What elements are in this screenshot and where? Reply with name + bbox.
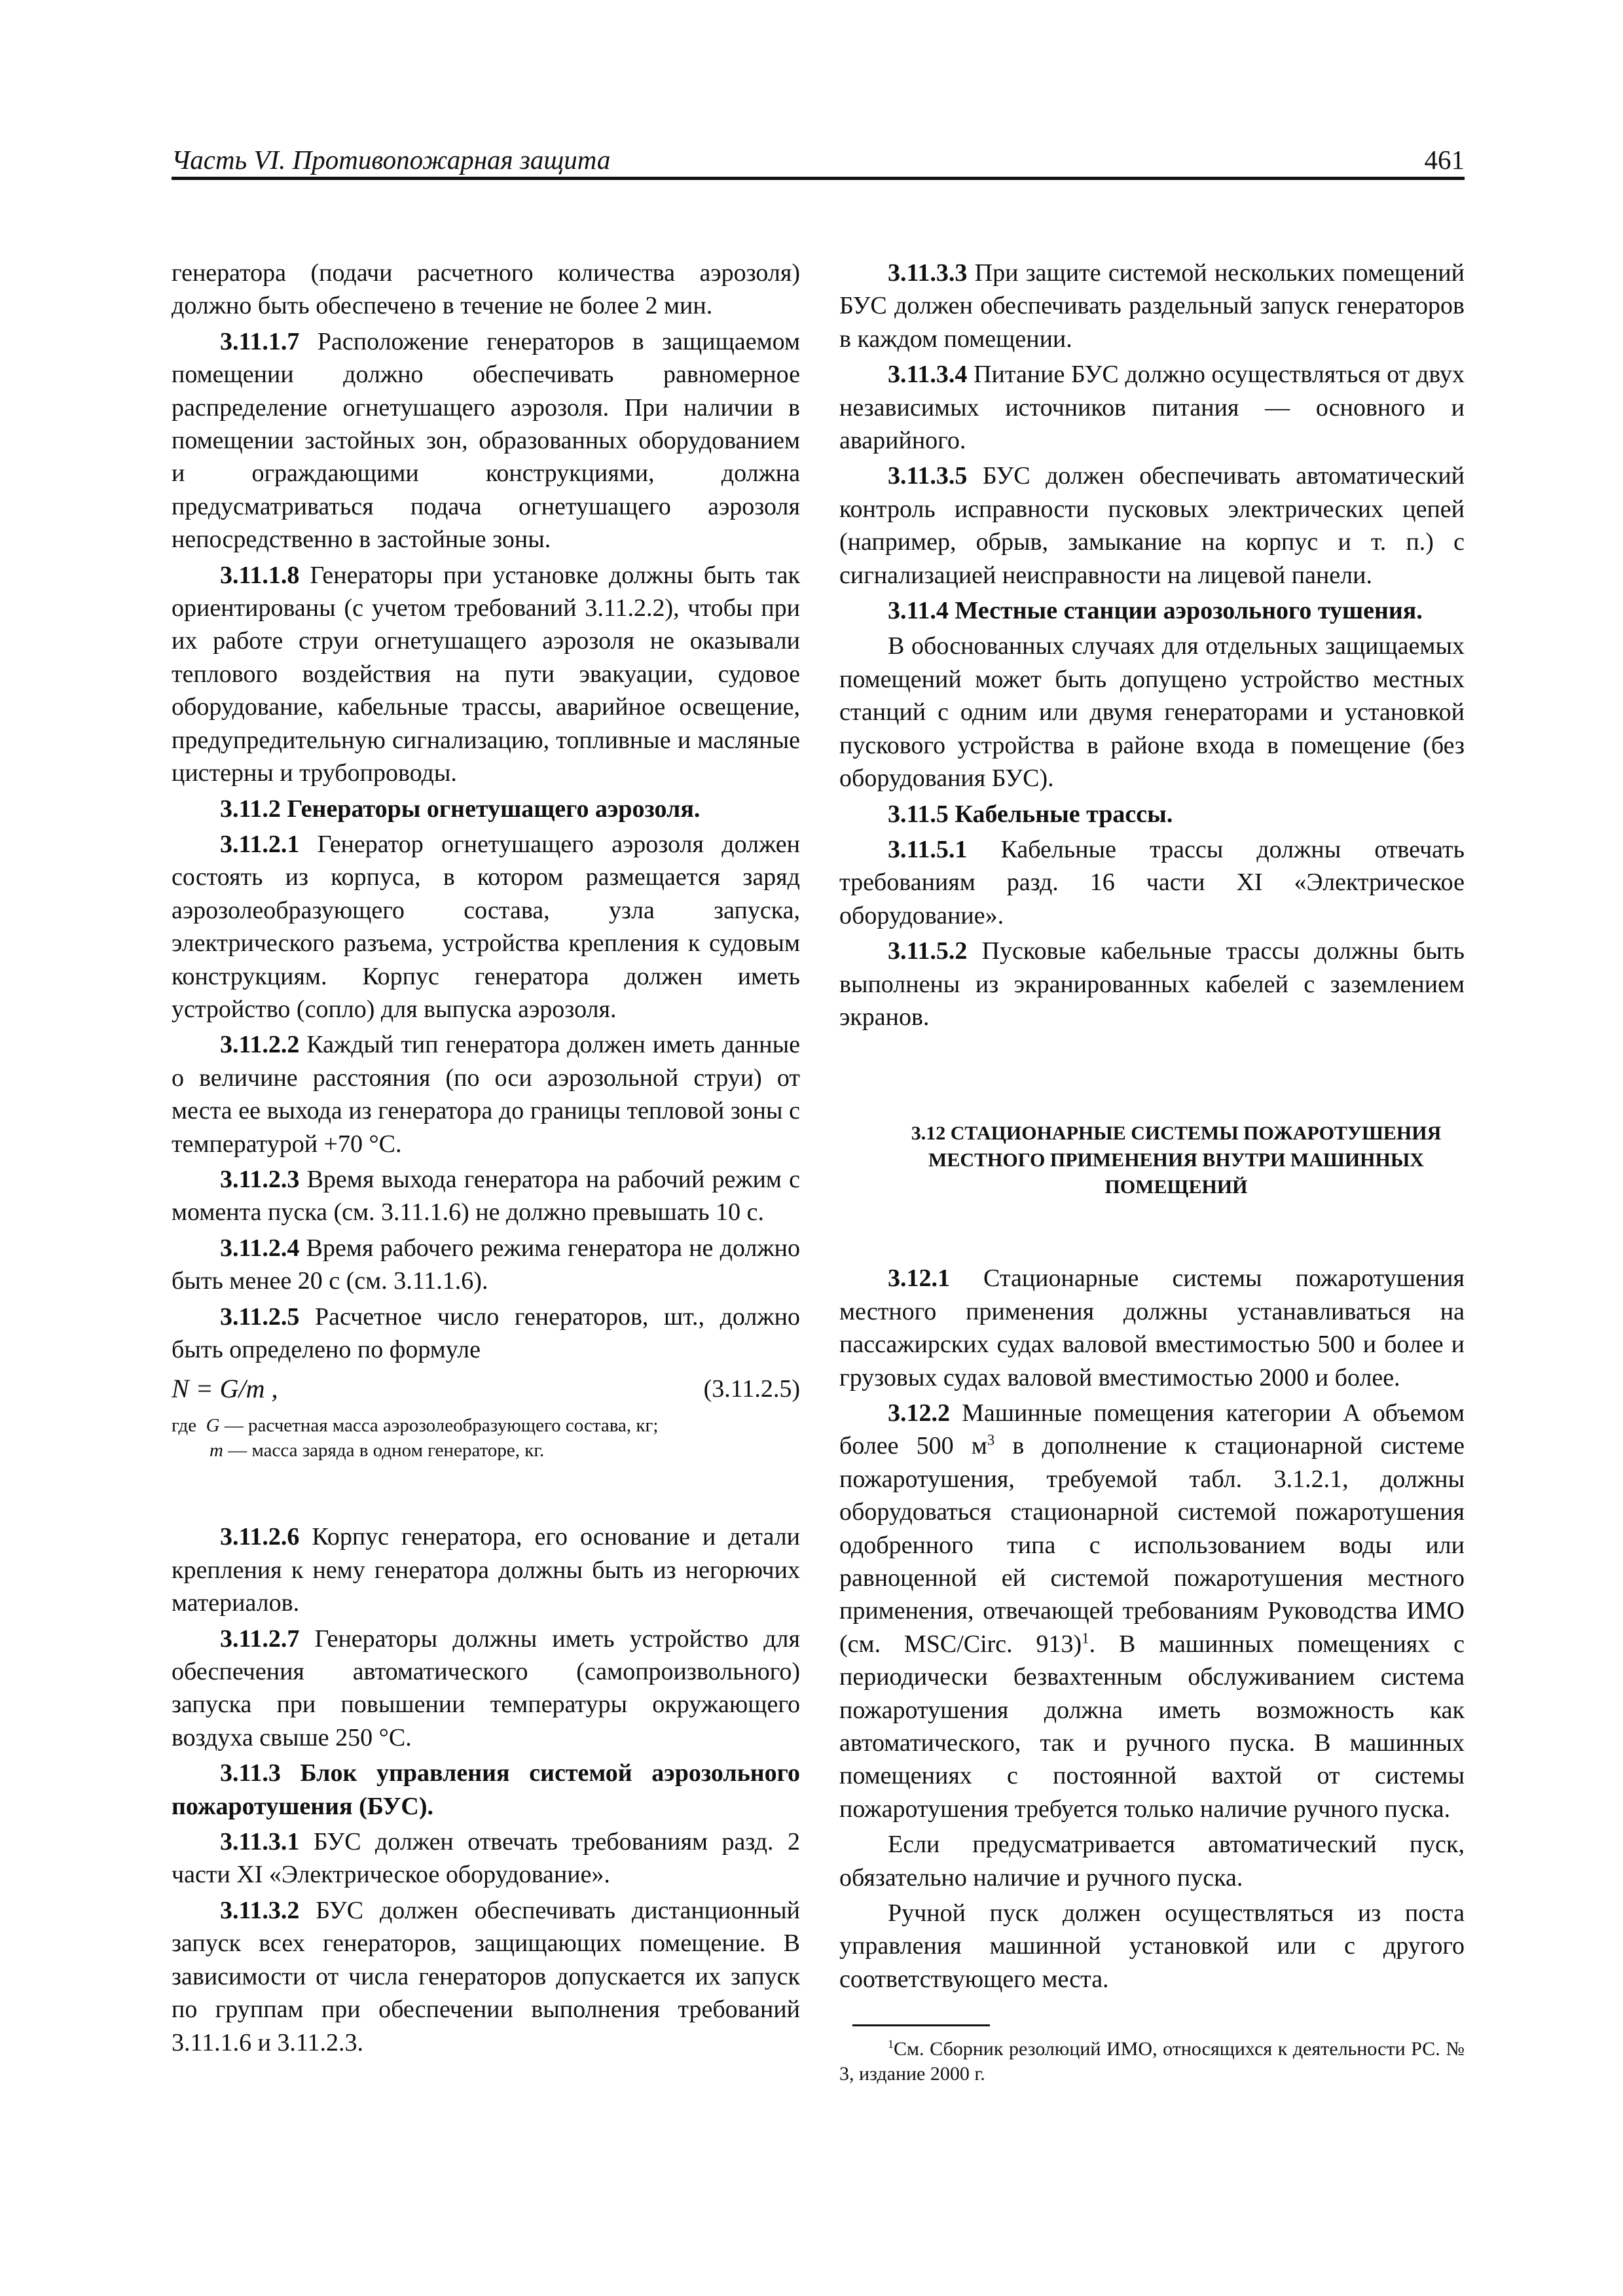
clause-text: . В машинных помещениях с периодически безвахтенным обслуживанием система пожаротушения должна иметь возможность как автоматического, так и ручного пуска. В машинных помещениях с постоянной вахтой от системы пожаротушения требуется только наличие ручного пуска. [839, 1630, 1465, 1823]
clause-number: 3.11.2.6 [220, 1523, 300, 1551]
paragraph-3-11-1-8 [172, 559, 800, 790]
paragraph-3-11-2-5 [172, 1300, 800, 1367]
clause-text: Стационарные системы пожаротушения местного применения должны устанавливаться на пассажирских судах валовой вместимостью 500 и более и грузовых судах валовой вместимостью 2000 и более. [839, 1265, 1465, 1391]
clause-number: 3.11.3.2 [220, 1896, 300, 1924]
spacer [839, 1036, 1465, 1121]
clause-number: 3.11.5.2 [888, 937, 968, 965]
paragraph-3-11-3-2 [172, 1894, 800, 2059]
paragraph-3-11-3-1 [172, 1825, 800, 1892]
running-header [172, 143, 1465, 180]
subsection-heading-3-11-2: 3.11.2 Генераторы огнетушащего аэрозоля. [220, 795, 701, 823]
footnote-mark: 1 [888, 2037, 894, 2051]
clause-number: 3.11.2.3 [220, 1165, 300, 1193]
clause-text: Машинные помещения категории А объемом более 500 м [839, 1399, 1465, 1460]
paragraph-3-11-2-1 [172, 828, 800, 1026]
paragraph-3-11-2-4 [172, 1232, 800, 1298]
subsection-heading-3-11-4: 3.11.4 Местные станции аэрозольного тушения. [888, 597, 1423, 625]
clause-number: 3.12.2 [888, 1399, 950, 1427]
clause-text: в дополнение к стационарной системе пожаротушения, требуемой табл. 3.1.2.1, должны оборудоваться стационарной системой пожаротушения одобренного типа с использованием воды или равноценной ей системой пожаротушения местного применения, отвечающей требованиям Руководства ИМО (см. MSC/Circ. 913) [839, 1432, 1465, 1658]
legend-symbol: m [210, 1440, 223, 1462]
legend-text: — масса заряда в одном генераторе, кг. [223, 1440, 545, 1462]
clause-number: 3.11.2.7 [220, 1624, 300, 1653]
clause-text: Генераторы должны иметь устройство для обеспечения автоматического (самопроизвольного) запуска при повышении температуры окружающего воздуха свыше 250 °C. [172, 1624, 800, 1751]
paragraph: генератора (подачи расчетного количества аэрозоля) должно быть обеспечено в течение не более 2 мин. [172, 259, 800, 320]
paragraph-3-11-3-5 [839, 459, 1465, 592]
paragraph-3-12-2 [839, 1397, 1465, 1825]
legend-where: где [172, 1415, 197, 1437]
paragraph: Если предусматривается автоматический пуск, обязательно наличие и ручного пуска. [839, 1831, 1465, 1892]
clause-text: Питание БУС должно осуществляться от двух независимых источников питания — основного и аварийного. [839, 361, 1465, 455]
clause-number: 3.11.5.1 [888, 835, 968, 863]
clause-text: Расположение генераторов в защищаемом помещении должно обеспечивать равномерное распределение огнетушащего аэрозоля. При наличии в помещении застойных зон, образованных оборудованием и ограждающими конструкциями, должна предусматриваться подача огнетушащего аэрозоля непосредственно в застойные зоны. [172, 327, 800, 554]
paragraph-3-11-2-7 [172, 1623, 800, 1755]
page-number: 461 [1424, 145, 1465, 175]
clause-number: 3.11.2.4 [220, 1234, 300, 1262]
paragraph: В обоснованных случаях для отдельных защищаемых помещений может быть допущено устройство местных станций с одним или двумя генераторами и установкой пускового устройства в районе входа в помещение (без оборудования БУС). [839, 632, 1465, 793]
clause-number: 3.11.3.3 [888, 259, 968, 287]
clause-number: 3.11.1.7 [220, 327, 300, 355]
formula-number: (3.11.2.5) [703, 1375, 800, 1403]
paragraph-3-12-1 [839, 1262, 1465, 1394]
clause-number: 3.11.3.5 [888, 462, 968, 490]
formula-legend [172, 1413, 800, 1463]
clause-text: Время рабочего режима генератора не должно быть менее 20 с (см. 3.11.1.6). [172, 1234, 800, 1295]
clause-number: 3.11.2.2 [220, 1031, 300, 1059]
subsection-heading-3-11-5: 3.11.5 Кабельные трассы. [888, 800, 1173, 828]
paragraph-3-11-5-1 [839, 833, 1465, 932]
paragraph-3-11-3-4 [839, 358, 1465, 457]
legend-symbol: G [206, 1415, 220, 1437]
subsection-heading-3-11-3: 3.11.3 Блок управления системой аэрозольного пожаротушения (БУС). [172, 1759, 800, 1820]
section-title-line-3: ПОМЕЩЕНИЙ [1104, 1176, 1248, 1198]
superscript: 3 [987, 1431, 995, 1448]
formula-expression: N = G/m , [172, 1374, 278, 1404]
left-column [172, 257, 800, 2062]
legend-row [172, 1413, 800, 1438]
footnote-text: См. Сборник резолюций ИМО, относящихся к деятельности РС. № 3, издание 2000 г. [839, 2038, 1465, 2085]
clause-number: 3.11.1.8 [220, 561, 300, 589]
footnote [839, 2037, 1465, 2087]
spacer [839, 1202, 1465, 1262]
clause-number: 3.11.3.4 [888, 361, 968, 389]
paragraph-3-11-2-6 [172, 1520, 800, 1619]
clause-text: Пусковые кабельные трассы должны быть выполнены из экранированных кабелей с заземлением экранов. [839, 937, 1465, 1031]
paragraph-3-11-3-3 [839, 257, 1465, 355]
header-part-title: Часть VI. Противопожарная защита [172, 145, 611, 175]
clause-number: 3.11.3.1 [220, 1828, 300, 1856]
right-column [839, 257, 1465, 2089]
legend-row [172, 1438, 800, 1463]
footnote-divider [852, 2024, 990, 2026]
clause-text: Корпус генератора, его основание и детали крепления к нему генератора должны быть из негорючих материалов. [172, 1523, 800, 1617]
clause-text: Генераторы при установке должны быть так ориентированы (с учетом требований 3.11.2.2), чтобы при их работе струи огнетушащего аэрозоля не оказывали теплового воздействия на пути эвакуации, судовое оборудование, кабельные трассы, аварийное освещение, предупредительную сигнализацию, топливные и масляные цистерны и трубопроводы. [172, 561, 800, 787]
spacer [172, 1463, 800, 1520]
clause-number: 3.12.1 [888, 1265, 950, 1293]
paragraph-3-11-2-3 [172, 1163, 800, 1229]
clause-text: Время выхода генератора на рабочий режим с момента пуска (см. 3.11.1.6) не должно превышать 10 с. [172, 1165, 800, 1227]
section-title-line-2: МЕСТНОГО ПРИМЕНЕНИЯ ВНУТРИ МАШИННЫХ [928, 1149, 1424, 1172]
clause-text: БУС должен отвечать требованиям разд. 2 части XI «Электрическое оборудование». [172, 1828, 800, 1889]
legend-text: — расчетная масса аэрозолеобразующего состава, кг; [219, 1415, 659, 1437]
clause-text: БУС должен обеспечивать автоматический контроль исправности пусковых электрических цепей (например, обрыв, замыкание на корпус и т. п.) с сигнализацией неисправности на лицевой панели. [839, 462, 1465, 589]
clause-text: При защите системой нескольких помещений БУС должен обеспечивать раздельный запуск генераторов в каждом помещении. [839, 259, 1465, 353]
formula [172, 1372, 800, 1409]
paragraph-3-11-5-2 [839, 935, 1465, 1033]
clause-text: Кабельные трассы должны отвечать требованиям разд. 16 части XI «Электрическое оборудование». [839, 835, 1465, 929]
footnote-reference: 1 [1082, 1630, 1089, 1647]
clause-number: 3.11.2.1 [220, 830, 300, 858]
clause-text: Генератор огнетушащего аэрозоля должен состоять из корпуса, в котором размещается заряд аэрозолеобразующего состава, узла запуска, электрического разъема, устройства крепления к судовым конструкциям. Корпус генератора должен иметь устройство (сопло) для выпуска аэрозоля. [172, 830, 800, 1023]
clause-text: БУС должен обеспечивать дистанционный запуск всех генераторов, защищающих помещение. В зависимости от числа генераторов допускается их запуск по группам при обеспечении выполнения требований 3.11.1.6 и 3.11.2.3. [172, 1896, 800, 2056]
clause-number: 3.11.2.5 [220, 1302, 300, 1331]
paragraph-3-11-1-7 [172, 325, 800, 556]
clause-text: Расчетное число генераторов, шт., должно быть определено по формуле [172, 1302, 800, 1363]
clause-text: Каждый тип генератора должен иметь данные о величине расстояния (по оси аэрозольной струи) от места ее выхода из генератора до границы тепловой зоны с температурой +70 °C. [172, 1031, 800, 1158]
paragraph: Ручной пуск должен осуществляться из поста управления машинной установкой или с другого соответствующего места. [839, 1899, 1465, 1993]
paragraph-3-11-2-2 [172, 1028, 800, 1160]
section-title-line-1: 3.12 СТАЦИОНАРНЫЕ СИСТЕМЫ ПОЖАРОТУШЕНИЯ [911, 1122, 1442, 1145]
